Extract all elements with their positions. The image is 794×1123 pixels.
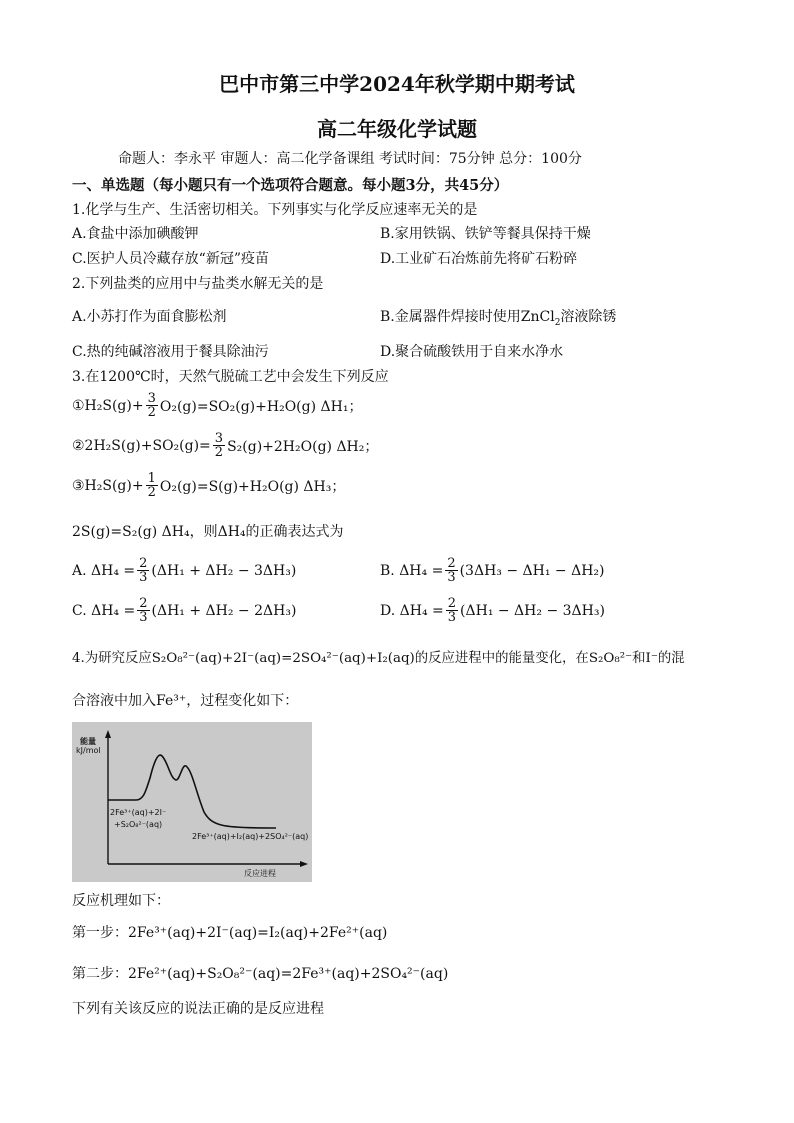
q3-r1-num: 3: [147, 391, 156, 406]
energy-start-label-1: 2Fe³⁺(aq)+2I⁻: [110, 808, 167, 817]
q3-r3-tail: O₂(g)=S(g)+H₂O(g) ΔH₃；: [159, 478, 346, 495]
q2-option-b-sub: 2: [554, 317, 561, 328]
energy-yunit: kJ/mol: [76, 746, 101, 755]
q4-stem: 4.为研究反应S₂O₈²⁻(aq)+2I⁻(aq)=2SO₄²⁻(aq)+I₂(aq)的反应进程中的能量变化，在S₂O₈²⁻和I⁻的混: [72, 651, 685, 666]
q3-b-lead: B. ΔH₄ =: [380, 562, 444, 579]
q3-r2-tail: S₂(g)+2H₂O(g) ΔH₂；: [227, 438, 379, 455]
q3-a-den: 3: [139, 570, 148, 585]
energy-diagram: [72, 722, 312, 882]
q1-stem: 1.化学与生产、生活密切相关。下列事实与化学反应速率无关的是: [72, 202, 478, 218]
energy-diagram-svg: [72, 722, 312, 882]
q3-r2-num: 3: [214, 431, 224, 446]
energy-axis-y-arrow: [105, 730, 111, 738]
q2-option-b-post: 溶液除锈: [560, 309, 617, 325]
q4-stem-continued: 合溶液中加入Fe³⁺，过程变化如下：: [72, 693, 299, 709]
q4-step-2: 第二步：2Fe²⁺(aq)+S₂O₈²⁻(aq)=2Fe³⁺(aq)+2SO₄²⁻(aq): [72, 966, 449, 982]
q3-option-c: [72, 597, 296, 624]
q3-b-tail: (3ΔH₃ − ΔH₁ − ΔH₂): [459, 562, 605, 579]
q3-r1-tail: O₂(g)=SO₂(g)+H₂O(g) ΔH₁；: [159, 398, 363, 415]
q3-c-fraction: [137, 597, 149, 624]
section-heading: 一、单选题（每小题只有一个选项符合题意。每小题3分，共45分）: [72, 177, 509, 194]
energy-xlabel: 反应进程: [244, 869, 276, 878]
q3-reaction-2: [72, 432, 378, 459]
q2-option-d: D.聚合硫酸铁用于自来水净水: [380, 344, 564, 360]
q2-option-b-pre: B.金属器件焊接时使用: [380, 309, 521, 325]
q3-b-num: 2: [447, 556, 456, 571]
q3-option-a: [72, 557, 296, 584]
q3-r3-lead: ③H₂S(g)+: [72, 477, 144, 494]
q3-r1-lead: ①H₂S(g)+: [72, 397, 144, 414]
q3-c-tail: (ΔH₁ + ΔH₂ − 2ΔH₃): [151, 602, 297, 619]
q4-mechanism-title: 反应机理如下：: [72, 893, 170, 909]
q3-c-den: 3: [139, 610, 148, 625]
q3-reaction-3: [72, 472, 345, 499]
q4-question: 下列有关该反应的说法正确的是反应进程: [72, 1001, 324, 1017]
exam-title: 巴中市第三中学2024年秋学期中期考试: [219, 72, 575, 96]
q3-option-d: [380, 597, 605, 624]
q2-stem: 2.下列盐类的应用中与盐类水解无关的是: [72, 276, 324, 292]
q3-option-b: [380, 557, 604, 584]
q1-option-c: C.医护人员冷藏存放“新冠”疫苗: [72, 251, 269, 267]
q3-b-den: 3: [447, 570, 456, 585]
q3-r1-den: 2: [147, 405, 156, 420]
q3-r2-fraction: [213, 432, 225, 459]
q3-a-lead: A. ΔH₄ =: [72, 562, 136, 579]
energy-axis-x-arrow: [300, 861, 308, 867]
q3-c-num: 2: [139, 596, 148, 611]
q2-option-b-formula: ZnCl: [520, 309, 555, 325]
q3-reaction-4: 2S(g)=S₂(g) ΔH₄，则ΔH₄的正确表达式为: [72, 524, 344, 540]
q3-stem: 3.在1200℃时，天然气脱硫工艺中会发生下列反应: [72, 369, 389, 385]
exam-subtitle: 高二年级化学试题: [317, 117, 477, 141]
q3-a-tail: (ΔH₁ + ΔH₂ − 3ΔH₃): [151, 562, 297, 579]
q3-r3-den: 2: [147, 485, 156, 500]
q2-option-b: [380, 306, 616, 328]
q3-d-den: 3: [447, 610, 457, 625]
q3-r1-fraction: [146, 392, 158, 419]
energy-ylabel: 能量: [80, 737, 96, 746]
energy-end-label: 2Fe³⁺(aq)+I₂(aq)+2SO₄²⁻(aq): [192, 832, 309, 841]
q3-d-tail: (ΔH₁ − ΔH₂ − 3ΔH₃): [460, 602, 605, 619]
energy-start-label-2: +S₂O₈²⁻(aq): [114, 820, 163, 829]
q1-option-a: A.食盐中添加碘酸钾: [72, 226, 199, 242]
exam-info: 命题人：李永平 审题人：高二化学备课组 考试时间：75分钟 总分：100分: [118, 151, 582, 167]
q3-c-lead: C. ΔH₄ =: [72, 602, 136, 619]
q2-option-c: C.热的纯碱溶液用于餐具除油污: [72, 344, 269, 360]
q3-b-fraction: [445, 557, 457, 584]
energy-curve: [108, 755, 276, 828]
q3-r3-fraction: [146, 472, 158, 499]
q3-d-fraction: [446, 597, 458, 624]
q1-option-d: D.工业矿石冶炼前先将矿石粉碎: [380, 251, 578, 267]
q3-r2-lead: ②2H₂S(g)+SO₂(g)=: [72, 437, 211, 454]
q3-reaction-1: [72, 392, 362, 419]
q3-d-num: 2: [447, 596, 457, 611]
q2-option-a: A.小苏打作为面食膨松剂: [72, 309, 227, 325]
q3-r2-den: 2: [214, 445, 224, 460]
q4-step-1: 第一步：2Fe³⁺(aq)+2I⁻(aq)=I₂(aq)+2Fe²⁺(aq): [72, 925, 388, 941]
q1-option-b: B.家用铁锅、铁铲等餐具保持干燥: [380, 226, 591, 242]
q3-r3-num: 1: [147, 471, 156, 486]
q3-a-fraction: [137, 557, 149, 584]
q3-d-lead: D. ΔH₄ =: [380, 602, 444, 619]
q3-a-num: 2: [139, 556, 148, 571]
